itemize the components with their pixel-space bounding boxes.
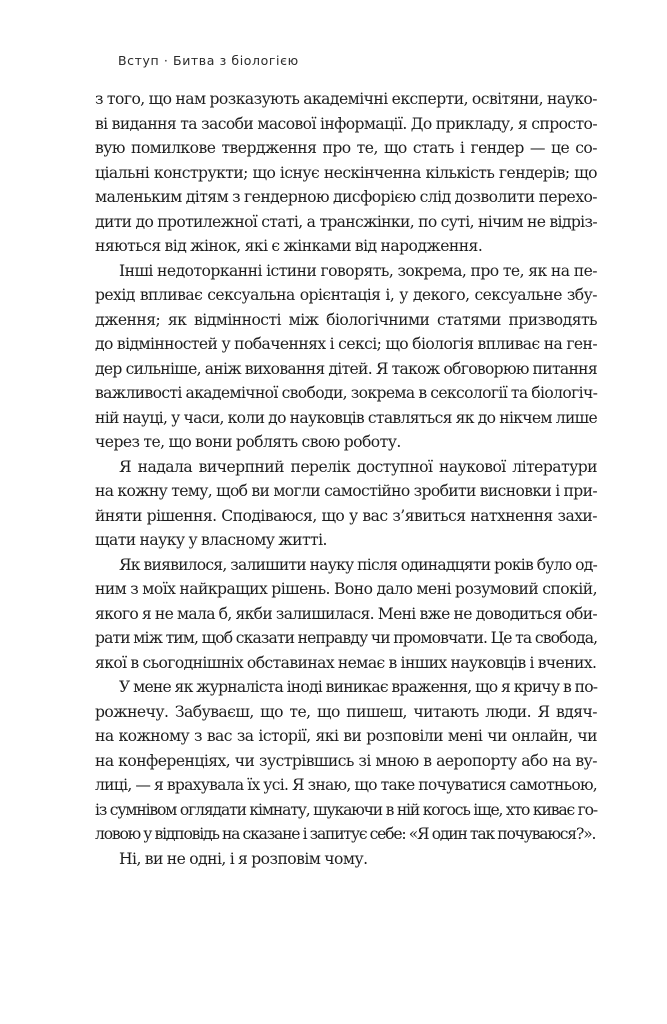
paragraph — [95, 553, 597, 676]
paragraph — [95, 847, 597, 872]
text-line: рехід впливає сексуальна орієнтація і, у декого, сексуальне збу- — [95, 286, 597, 304]
text-line: дження; як відмінності між біологічними статями призводять — [95, 310, 597, 329]
text-line: Інші недоторканні істини говорять, зокрема, про те, як на пе- — [119, 261, 597, 280]
text-line: із сумнівом оглядати кімнату, шукаючи в ній когось іще, хто киває го- — [95, 800, 597, 819]
text-line: вую помилкове твердження про те, що стать і гендер — це со- — [95, 139, 597, 157]
text-line: няються від жінок, які є жінками від народження. — [95, 237, 483, 255]
text-line: ві видання та засоби масової інформації. До прикладу, я спросто- — [95, 114, 597, 133]
paragraph — [95, 675, 597, 847]
running-head: Вступ · Битва з біологією — [118, 53, 299, 68]
body-text — [95, 87, 597, 871]
text-line: на конференціях, чи зустрівшись зі мною в аеропорту або на ву- — [95, 751, 597, 770]
text-line: через те, що вони роблять свою роботу. — [95, 433, 401, 451]
paragraph — [95, 259, 597, 455]
text-line: ній науці, у часи, коли до науковців ставляться як до нікчем лише — [95, 408, 597, 427]
text-line: маленьким дітям з гендерною дисфорією слід дозволити перехо- — [95, 188, 597, 206]
text-line: на кожну тему, щоб ви могли самостійно зробити висновки і при- — [95, 482, 597, 500]
text-line: рожнечу. Забуваєш, що те, що пишеш, читають люди. Я вдяч- — [95, 702, 597, 721]
text-line: йняти рішення. Сподіваюся, що у вас з’явиться натхнення захи- — [95, 506, 597, 525]
paragraph — [95, 87, 597, 259]
text-line: Як виявилося, залишити науку після одинадцяти років було од- — [119, 555, 597, 574]
paragraph — [95, 455, 597, 553]
text-line: ловою у відповідь на сказане і запитує себе: «Я один так почуваюся?». — [95, 825, 596, 843]
text-line: Ні, ви не одні, і я розповім чому. — [119, 849, 368, 868]
text-line: важливості академічної свободи, зокрема в сексології та біологіч- — [95, 384, 598, 402]
text-line: щати науку у власному житті. — [95, 531, 327, 549]
text-line: якої в сьогоднішніх обставинах немає в інших науковців і вчених. — [95, 653, 597, 672]
text-line: на кожному з вас за історії, які ви розповіли мені чи онлайн, чи — [95, 727, 597, 745]
text-line: У мене як журналіста іноді виникає враження, що я кричу в по- — [119, 678, 598, 696]
text-line: дити до протилежної статі, а трансжінки, по суті, нічим не відріз- — [95, 212, 597, 231]
text-line: ним з моїх найкращих рішень. Воно дало мені розумовий спокій, — [95, 580, 597, 598]
text-line: лиці, — я врахувала їх усі. Я знаю, що таке почуватися самотньою, — [95, 776, 597, 794]
text-line: якого я не мала б, якби залишилася. Мені вже не доводиться оби- — [95, 604, 597, 623]
text-line: ціальні конструкти; що існує нескінченна кількість гендерів; що — [95, 163, 597, 182]
text-line: дер сильніше, аніж виховання дітей. Я також обговорюю питання — [95, 359, 597, 378]
text-line: до відмінностей у побаченнях і сексі; що біологія впливає на ген- — [95, 335, 597, 353]
text-line: Я надала вичерпний перелік доступної наукової літератури — [119, 457, 597, 476]
text-line: з того, що нам розказують академічні експерти, освітяни, науко- — [95, 90, 597, 108]
text-line: рати між тим, щоб сказати неправду чи промовчати. Це та свобода, — [95, 629, 598, 647]
